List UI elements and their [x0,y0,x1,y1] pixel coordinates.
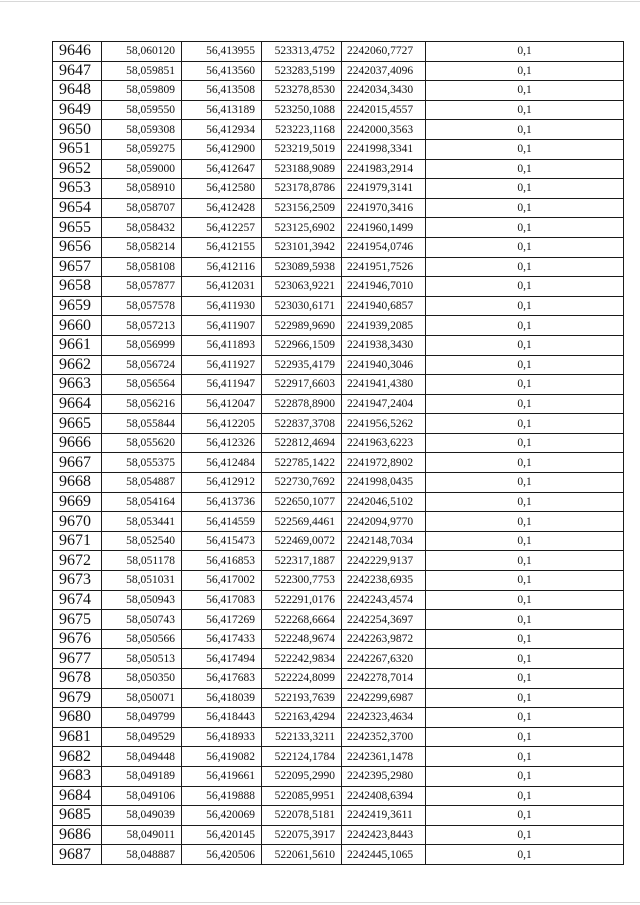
point-number-cell: 9654 [53,198,102,218]
table-row [53,629,624,649]
table-row [53,355,624,375]
precision-cell: 0,1 [426,825,624,845]
point-number-cell: 9652 [53,159,102,179]
longitude-cell: 56,419082 [182,747,262,767]
longitude-cell: 56,412205 [182,414,262,434]
point-number-cell: 9663 [53,375,102,395]
longitude-cell: 56,419661 [182,766,262,786]
point-number-cell: 9662 [53,355,102,375]
x-coordinate-cell: 522075,3917 [262,825,342,845]
point-number-cell: 9650 [53,120,102,140]
table-row [53,277,624,297]
table-row [53,590,624,610]
latitude-cell: 58,050071 [102,688,182,708]
x-coordinate-cell: 523089,5938 [262,257,342,277]
x-coordinate-cell: 523283,5199 [262,61,342,81]
x-coordinate-cell: 522317,1887 [262,551,342,571]
longitude-cell: 56,414559 [182,512,262,532]
coordinates-table [52,41,624,865]
precision-cell: 0,1 [426,629,624,649]
table-row [53,296,624,316]
precision-cell: 0,1 [426,845,624,865]
point-number-cell: 9651 [53,139,102,159]
table-row [53,375,624,395]
x-coordinate-cell: 522650,1077 [262,492,342,512]
table-row [53,159,624,179]
longitude-cell: 56,412031 [182,277,262,297]
table-row [53,414,624,434]
y-coordinate-cell: 2242243,4574 [342,590,426,610]
precision-cell: 0,1 [426,669,624,689]
table-row [53,688,624,708]
point-number-cell: 9646 [53,42,102,62]
longitude-cell: 56,417494 [182,649,262,669]
point-number-cell: 9676 [53,629,102,649]
latitude-cell: 58,050566 [102,629,182,649]
y-coordinate-cell: 2241939,2085 [342,316,426,336]
longitude-cell: 56,419888 [182,786,262,806]
precision-cell: 0,1 [426,590,624,610]
precision-cell: 0,1 [426,159,624,179]
x-coordinate-cell: 523063,9221 [262,277,342,297]
latitude-cell: 58,059550 [102,100,182,120]
latitude-cell: 58,049529 [102,727,182,747]
table-row [53,335,624,355]
y-coordinate-cell: 2242408,6394 [342,786,426,806]
x-coordinate-cell: 522133,3211 [262,727,342,747]
latitude-cell: 58,058108 [102,257,182,277]
x-coordinate-cell: 522078,5181 [262,806,342,826]
precision-cell: 0,1 [426,727,624,747]
point-number-cell: 9661 [53,335,102,355]
point-number-cell: 9680 [53,708,102,728]
table-row [53,531,624,551]
longitude-cell: 56,412934 [182,120,262,140]
point-number-cell: 9669 [53,492,102,512]
longitude-cell: 56,417002 [182,571,262,591]
latitude-cell: 58,058707 [102,198,182,218]
precision-cell: 0,1 [426,42,624,62]
point-number-cell: 9664 [53,394,102,414]
latitude-cell: 58,060120 [102,42,182,62]
latitude-cell: 58,050943 [102,590,182,610]
latitude-cell: 58,059000 [102,159,182,179]
latitude-cell: 58,056564 [102,375,182,395]
table-row [53,453,624,473]
longitude-cell: 56,411927 [182,355,262,375]
latitude-cell: 58,050743 [102,610,182,630]
y-coordinate-cell: 2242238,6935 [342,571,426,591]
y-coordinate-cell: 2242419,3611 [342,806,426,826]
precision-cell: 0,1 [426,708,624,728]
table-row [53,747,624,767]
longitude-cell: 56,418443 [182,708,262,728]
longitude-cell: 56,412116 [182,257,262,277]
precision-cell: 0,1 [426,355,624,375]
x-coordinate-cell: 522242,9834 [262,649,342,669]
longitude-cell: 56,412257 [182,218,262,238]
precision-cell: 0,1 [426,316,624,336]
latitude-cell: 58,055620 [102,433,182,453]
x-coordinate-cell: 522469,0072 [262,531,342,551]
table-row [53,825,624,845]
y-coordinate-cell: 2242361,1478 [342,747,426,767]
precision-cell: 0,1 [426,649,624,669]
y-coordinate-cell: 2241938,3430 [342,335,426,355]
precision-cell: 0,1 [426,688,624,708]
x-coordinate-cell: 522224,8099 [262,669,342,689]
y-coordinate-cell: 2242267,6320 [342,649,426,669]
y-coordinate-cell: 2241940,6857 [342,296,426,316]
point-number-cell: 9655 [53,218,102,238]
x-coordinate-cell: 522163,4294 [262,708,342,728]
point-number-cell: 9653 [53,179,102,199]
longitude-cell: 56,412580 [182,179,262,199]
longitude-cell: 56,420069 [182,806,262,826]
latitude-cell: 58,055844 [102,414,182,434]
precision-cell: 0,1 [426,237,624,257]
point-number-cell: 9671 [53,531,102,551]
latitude-cell: 58,057877 [102,277,182,297]
table-row [53,179,624,199]
x-coordinate-cell: 523178,8786 [262,179,342,199]
longitude-cell: 56,412326 [182,433,262,453]
point-number-cell: 9677 [53,649,102,669]
precision-cell: 0,1 [426,179,624,199]
precision-cell: 0,1 [426,806,624,826]
coordinates-table-body [53,42,624,865]
precision-cell: 0,1 [426,414,624,434]
latitude-cell: 58,051031 [102,571,182,591]
longitude-cell: 56,413560 [182,61,262,81]
longitude-cell: 56,418933 [182,727,262,747]
latitude-cell: 58,048887 [102,845,182,865]
x-coordinate-cell: 523223,1168 [262,120,342,140]
y-coordinate-cell: 2242254,3697 [342,610,426,630]
latitude-cell: 58,059275 [102,139,182,159]
latitude-cell: 58,050513 [102,649,182,669]
y-coordinate-cell: 2242046,5102 [342,492,426,512]
table-row [53,571,624,591]
table-row [53,492,624,512]
latitude-cell: 58,054164 [102,492,182,512]
point-number-cell: 9647 [53,61,102,81]
table-row [53,237,624,257]
longitude-cell: 56,413955 [182,42,262,62]
longitude-cell: 56,416853 [182,551,262,571]
precision-cell: 0,1 [426,747,624,767]
y-coordinate-cell: 2242299,6987 [342,688,426,708]
y-coordinate-cell: 2241940,3046 [342,355,426,375]
x-coordinate-cell: 522785,1422 [262,453,342,473]
x-coordinate-cell: 522061,5610 [262,845,342,865]
longitude-cell: 56,412912 [182,473,262,493]
point-number-cell: 9665 [53,414,102,434]
x-coordinate-cell: 522300,7753 [262,571,342,591]
precision-cell: 0,1 [426,786,624,806]
precision-cell: 0,1 [426,610,624,630]
y-coordinate-cell: 2241963,6223 [342,433,426,453]
y-coordinate-cell: 2242229,9137 [342,551,426,571]
longitude-cell: 56,411893 [182,335,262,355]
x-coordinate-cell: 523125,6902 [262,218,342,238]
x-coordinate-cell: 523313,4752 [262,42,342,62]
precision-cell: 0,1 [426,453,624,473]
y-coordinate-cell: 2242034,3430 [342,81,426,101]
y-coordinate-cell: 2242278,7014 [342,669,426,689]
y-coordinate-cell: 2242094,9770 [342,512,426,532]
point-number-cell: 9668 [53,473,102,493]
x-coordinate-cell: 523278,8530 [262,81,342,101]
y-coordinate-cell: 2241956,5262 [342,414,426,434]
longitude-cell: 56,418039 [182,688,262,708]
table-row [53,708,624,728]
point-number-cell: 9686 [53,825,102,845]
x-coordinate-cell: 523156,2509 [262,198,342,218]
table-row [53,198,624,218]
table-row [53,669,624,689]
point-number-cell: 9687 [53,845,102,865]
x-coordinate-cell: 522989,9690 [262,316,342,336]
longitude-cell: 56,420506 [182,845,262,865]
point-number-cell: 9673 [53,571,102,591]
latitude-cell: 58,058432 [102,218,182,238]
y-coordinate-cell: 2241970,3416 [342,198,426,218]
x-coordinate-cell: 522085,9951 [262,786,342,806]
table-row [53,120,624,140]
latitude-cell: 58,055375 [102,453,182,473]
x-coordinate-cell: 522193,7639 [262,688,342,708]
y-coordinate-cell: 2242323,4634 [342,708,426,728]
point-number-cell: 9666 [53,433,102,453]
y-coordinate-cell: 2241946,7010 [342,277,426,297]
x-coordinate-cell: 523250,1088 [262,100,342,120]
y-coordinate-cell: 2241972,8902 [342,453,426,473]
y-coordinate-cell: 2242445,1065 [342,845,426,865]
table-row [53,218,624,238]
point-number-cell: 9648 [53,81,102,101]
y-coordinate-cell: 2242148,7034 [342,531,426,551]
y-coordinate-cell: 2242395,2980 [342,766,426,786]
table-row [53,473,624,493]
latitude-cell: 58,056999 [102,335,182,355]
x-coordinate-cell: 522569,4461 [262,512,342,532]
latitude-cell: 58,049799 [102,708,182,728]
latitude-cell: 58,054887 [102,473,182,493]
table-row [53,727,624,747]
table-row [53,139,624,159]
x-coordinate-cell: 523101,3942 [262,237,342,257]
point-number-cell: 9678 [53,669,102,689]
latitude-cell: 58,058910 [102,179,182,199]
longitude-cell: 56,412484 [182,453,262,473]
x-coordinate-cell: 522917,6603 [262,375,342,395]
point-number-cell: 9658 [53,277,102,297]
point-number-cell: 9656 [53,237,102,257]
point-number-cell: 9649 [53,100,102,120]
table-row [53,610,624,630]
longitude-cell: 56,417083 [182,590,262,610]
precision-cell: 0,1 [426,433,624,453]
precision-cell: 0,1 [426,531,624,551]
y-coordinate-cell: 2241998,0435 [342,473,426,493]
longitude-cell: 56,412047 [182,394,262,414]
table-row [53,81,624,101]
precision-cell: 0,1 [426,394,624,414]
y-coordinate-cell: 2242423,8443 [342,825,426,845]
precision-cell: 0,1 [426,296,624,316]
y-coordinate-cell: 2242037,4096 [342,61,426,81]
y-coordinate-cell: 2241998,3341 [342,139,426,159]
point-number-cell: 9667 [53,453,102,473]
longitude-cell: 56,413508 [182,81,262,101]
x-coordinate-cell: 522837,3708 [262,414,342,434]
longitude-cell: 56,412647 [182,159,262,179]
x-coordinate-cell: 522291,0176 [262,590,342,610]
longitude-cell: 56,411947 [182,375,262,395]
longitude-cell: 56,412428 [182,198,262,218]
latitude-cell: 58,059308 [102,120,182,140]
longitude-cell: 56,420145 [182,825,262,845]
table-row [53,786,624,806]
point-number-cell: 9674 [53,590,102,610]
table-row [53,512,624,532]
x-coordinate-cell: 522248,9674 [262,629,342,649]
latitude-cell: 58,056216 [102,394,182,414]
longitude-cell: 56,411930 [182,296,262,316]
y-coordinate-cell: 2242015,4557 [342,100,426,120]
table-row [53,649,624,669]
x-coordinate-cell: 522124,1784 [262,747,342,767]
longitude-cell: 56,413736 [182,492,262,512]
y-coordinate-cell: 2241983,2914 [342,159,426,179]
longitude-cell: 56,417269 [182,610,262,630]
precision-cell: 0,1 [426,100,624,120]
longitude-cell: 56,413189 [182,100,262,120]
table-row [53,42,624,62]
precision-cell: 0,1 [426,120,624,140]
x-coordinate-cell: 522935,4179 [262,355,342,375]
table-row [53,806,624,826]
y-coordinate-cell: 2241954,0746 [342,237,426,257]
precision-cell: 0,1 [426,766,624,786]
precision-cell: 0,1 [426,571,624,591]
precision-cell: 0,1 [426,277,624,297]
x-coordinate-cell: 522812,4694 [262,433,342,453]
point-number-cell: 9685 [53,806,102,826]
latitude-cell: 58,051178 [102,551,182,571]
page-top-edge [0,1,640,2]
table-row [53,551,624,571]
precision-cell: 0,1 [426,139,624,159]
page-bottom-edge [0,902,640,903]
latitude-cell: 58,049011 [102,825,182,845]
precision-cell: 0,1 [426,335,624,355]
x-coordinate-cell: 523030,6171 [262,296,342,316]
x-coordinate-cell: 522095,2990 [262,766,342,786]
point-number-cell: 9683 [53,766,102,786]
latitude-cell: 58,052540 [102,531,182,551]
latitude-cell: 58,056724 [102,355,182,375]
precision-cell: 0,1 [426,257,624,277]
x-coordinate-cell: 522878,8900 [262,394,342,414]
y-coordinate-cell: 2242000,3563 [342,120,426,140]
precision-cell: 0,1 [426,81,624,101]
x-coordinate-cell: 522268,6664 [262,610,342,630]
latitude-cell: 58,057213 [102,316,182,336]
y-coordinate-cell: 2241947,2404 [342,394,426,414]
precision-cell: 0,1 [426,512,624,532]
point-number-cell: 9672 [53,551,102,571]
point-number-cell: 9675 [53,610,102,630]
latitude-cell: 58,049448 [102,747,182,767]
longitude-cell: 56,412155 [182,237,262,257]
y-coordinate-cell: 2242060,7727 [342,42,426,62]
latitude-cell: 58,059851 [102,61,182,81]
precision-cell: 0,1 [426,473,624,493]
precision-cell: 0,1 [426,551,624,571]
longitude-cell: 56,412900 [182,139,262,159]
table-row [53,61,624,81]
point-number-cell: 9684 [53,786,102,806]
precision-cell: 0,1 [426,375,624,395]
table-row [53,394,624,414]
latitude-cell: 58,049106 [102,786,182,806]
longitude-cell: 56,417683 [182,669,262,689]
point-number-cell: 9657 [53,257,102,277]
latitude-cell: 58,058214 [102,237,182,257]
longitude-cell: 56,411907 [182,316,262,336]
precision-cell: 0,1 [426,61,624,81]
latitude-cell: 58,050350 [102,669,182,689]
latitude-cell: 58,049039 [102,806,182,826]
y-coordinate-cell: 2242352,3700 [342,727,426,747]
precision-cell: 0,1 [426,218,624,238]
y-coordinate-cell: 2241979,3141 [342,179,426,199]
point-number-cell: 9682 [53,747,102,767]
table-row [53,100,624,120]
precision-cell: 0,1 [426,492,624,512]
longitude-cell: 56,415473 [182,531,262,551]
latitude-cell: 58,059809 [102,81,182,101]
y-coordinate-cell: 2241941,4380 [342,375,426,395]
table-row [53,316,624,336]
longitude-cell: 56,417433 [182,629,262,649]
x-coordinate-cell: 522730,7692 [262,473,342,493]
y-coordinate-cell: 2241951,7526 [342,257,426,277]
latitude-cell: 58,057578 [102,296,182,316]
point-number-cell: 9670 [53,512,102,532]
x-coordinate-cell: 522966,1509 [262,335,342,355]
latitude-cell: 58,049189 [102,766,182,786]
table-row [53,433,624,453]
y-coordinate-cell: 2242263,9872 [342,629,426,649]
x-coordinate-cell: 523219,5019 [262,139,342,159]
table-row [53,845,624,865]
precision-cell: 0,1 [426,198,624,218]
point-number-cell: 9679 [53,688,102,708]
table-row [53,766,624,786]
x-coordinate-cell: 523188,9089 [262,159,342,179]
table-row [53,257,624,277]
point-number-cell: 9659 [53,296,102,316]
latitude-cell: 58,053441 [102,512,182,532]
point-number-cell: 9660 [53,316,102,336]
y-coordinate-cell: 2241960,1499 [342,218,426,238]
point-number-cell: 9681 [53,727,102,747]
